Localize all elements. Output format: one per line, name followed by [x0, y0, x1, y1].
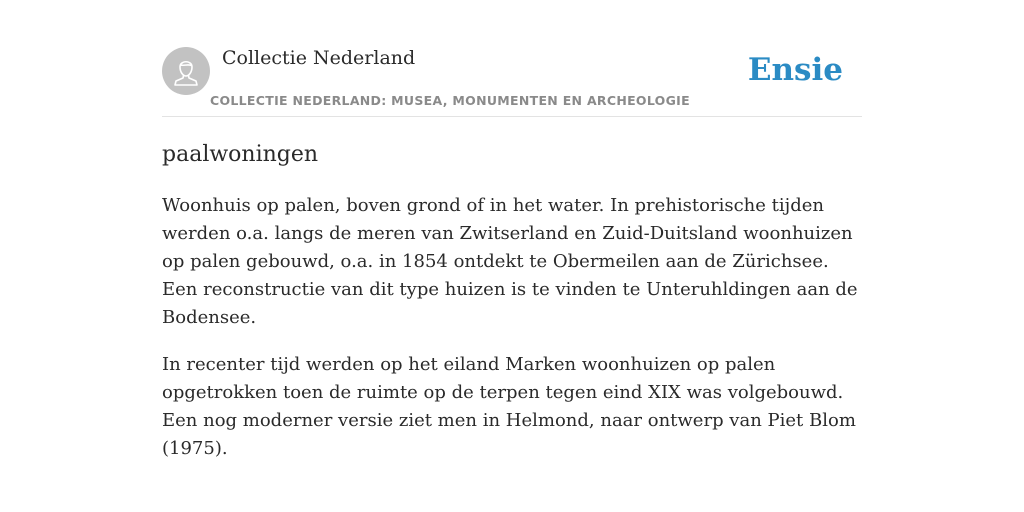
source-label[interactable]: COLLECTIE NEDERLAND: MUSEA, MONUMENTEN EN ARCHEOLOGIE: [210, 93, 690, 108]
entry-content: [162, 192, 862, 482]
entry-header: [162, 46, 862, 117]
entry-paragraph: In recenter tijd werden op het eiland Marken woonhuizen op palen opgetrokken toen de ruimte op de terpen tegen eind XIX was volgebouwd. Een nog moderner versie ziet men in Helmond, naar ontwerp van Piet Blom (1975).: [162, 354, 856, 459]
author-avatar[interactable]: [162, 47, 210, 95]
author-name[interactable]: Collectie Nederland: [222, 47, 416, 69]
user-icon: [162, 47, 210, 95]
entry-paragraph: Woonhuis op palen, boven grond of in het water. In prehistorische tijden werden o.a. langs de meren van Zwitserland en Zuid-Duitsland woonhuizen op palen gebouwd, o.a. in 1854 ontdekt te Obermeilen aan de Zürichsee. Een reconstructie van dit type huizen is te vinden te Unteruhldingen aan de Bodensee.: [162, 195, 858, 328]
brand-logo[interactable]: Ensie: [747, 52, 843, 88]
entry-term: paalwoningen: [162, 142, 319, 167]
